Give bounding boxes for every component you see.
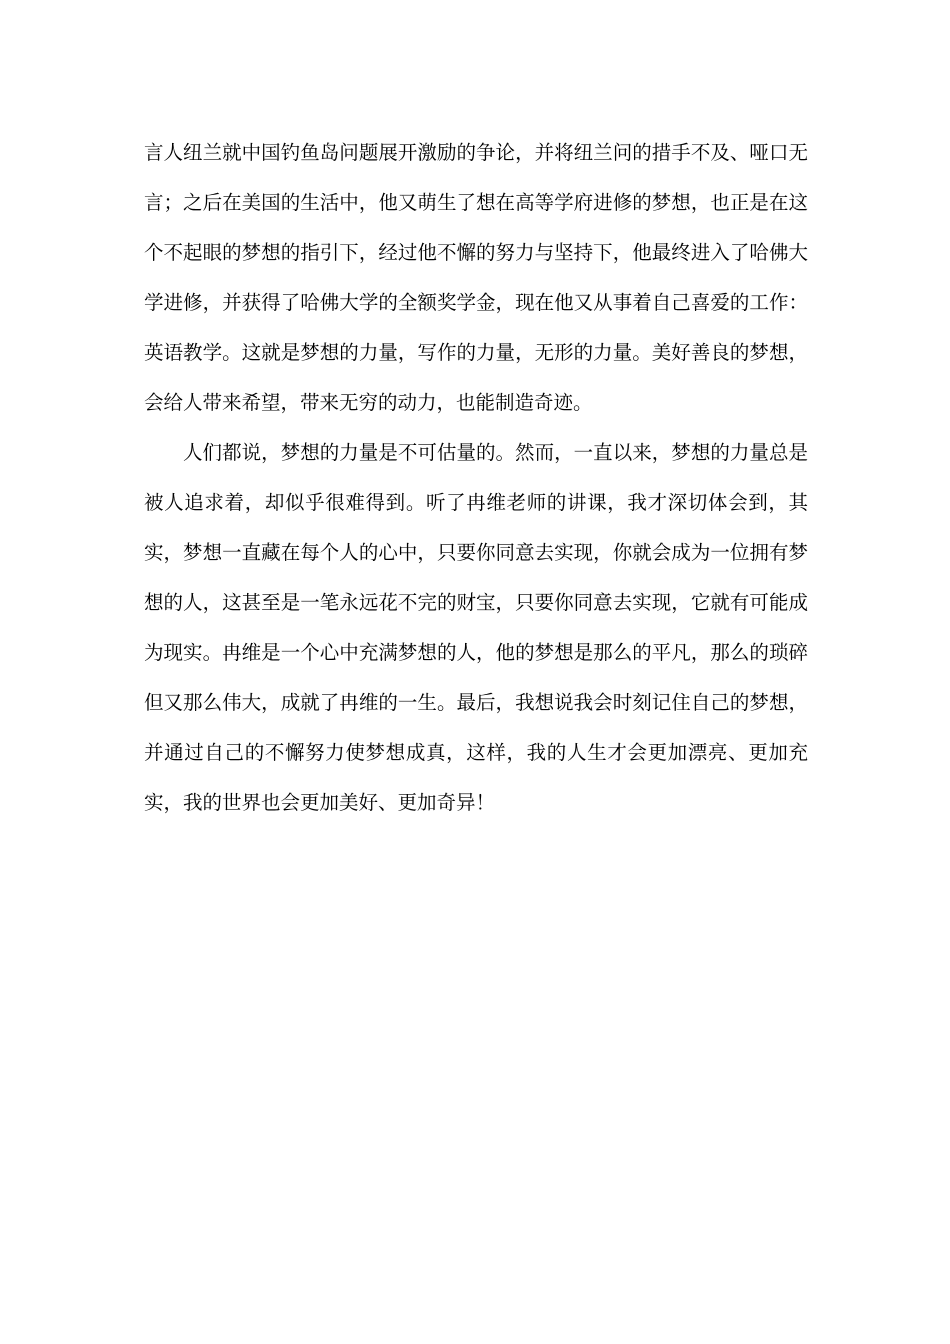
paragraph-2: 人们都说，梦想的力量是不可估量的。然而，一直以来，梦想的力量总是被人追求着，却似乎很难得到。听了冉维老师的讲课，我才深切体会到，其实，梦想一直藏在每个人的心中，只要你同意去实现，你就会成为一位拥有梦想的人，这甚至是一笔永远花不完的财宝，只要你同意去实现，它就有可能成为现实。冉维是一个心中充满梦想的人，他的梦想是那么的平凡，那么的琐碎但又那么伟大，成就了冉维的一生。最后，我想说我会时刻记住自己的梦想，并通过自己的不懈努力使梦想成真，这样，我的人生才会更加漂亮、更加充实，我的世界也会更加美好、更加奇异！ <box>144 441 808 814</box>
paragraph-1: 言人纽兰就中国钓鱼岛问题展开激励的争论，并将纽兰问的措手不及、哑口无言；之后在美国的生活中，他又萌生了想在高等学府进修的梦想，也正是在这个不起眼的梦想的指引下，经过他不懈的努力与坚持下，他最终进入了哈佛大学进修，并获得了哈佛大学的全额奖学金，现在他又从事着自己喜爱的工作：英语教学。这就是梦想的力量，写作的力量，无形的力量。美好善良的梦想，会给人带来希望，带来无穷的动力，也能制造奇迹。 <box>144 141 808 414</box>
document-body <box>144 128 808 828</box>
